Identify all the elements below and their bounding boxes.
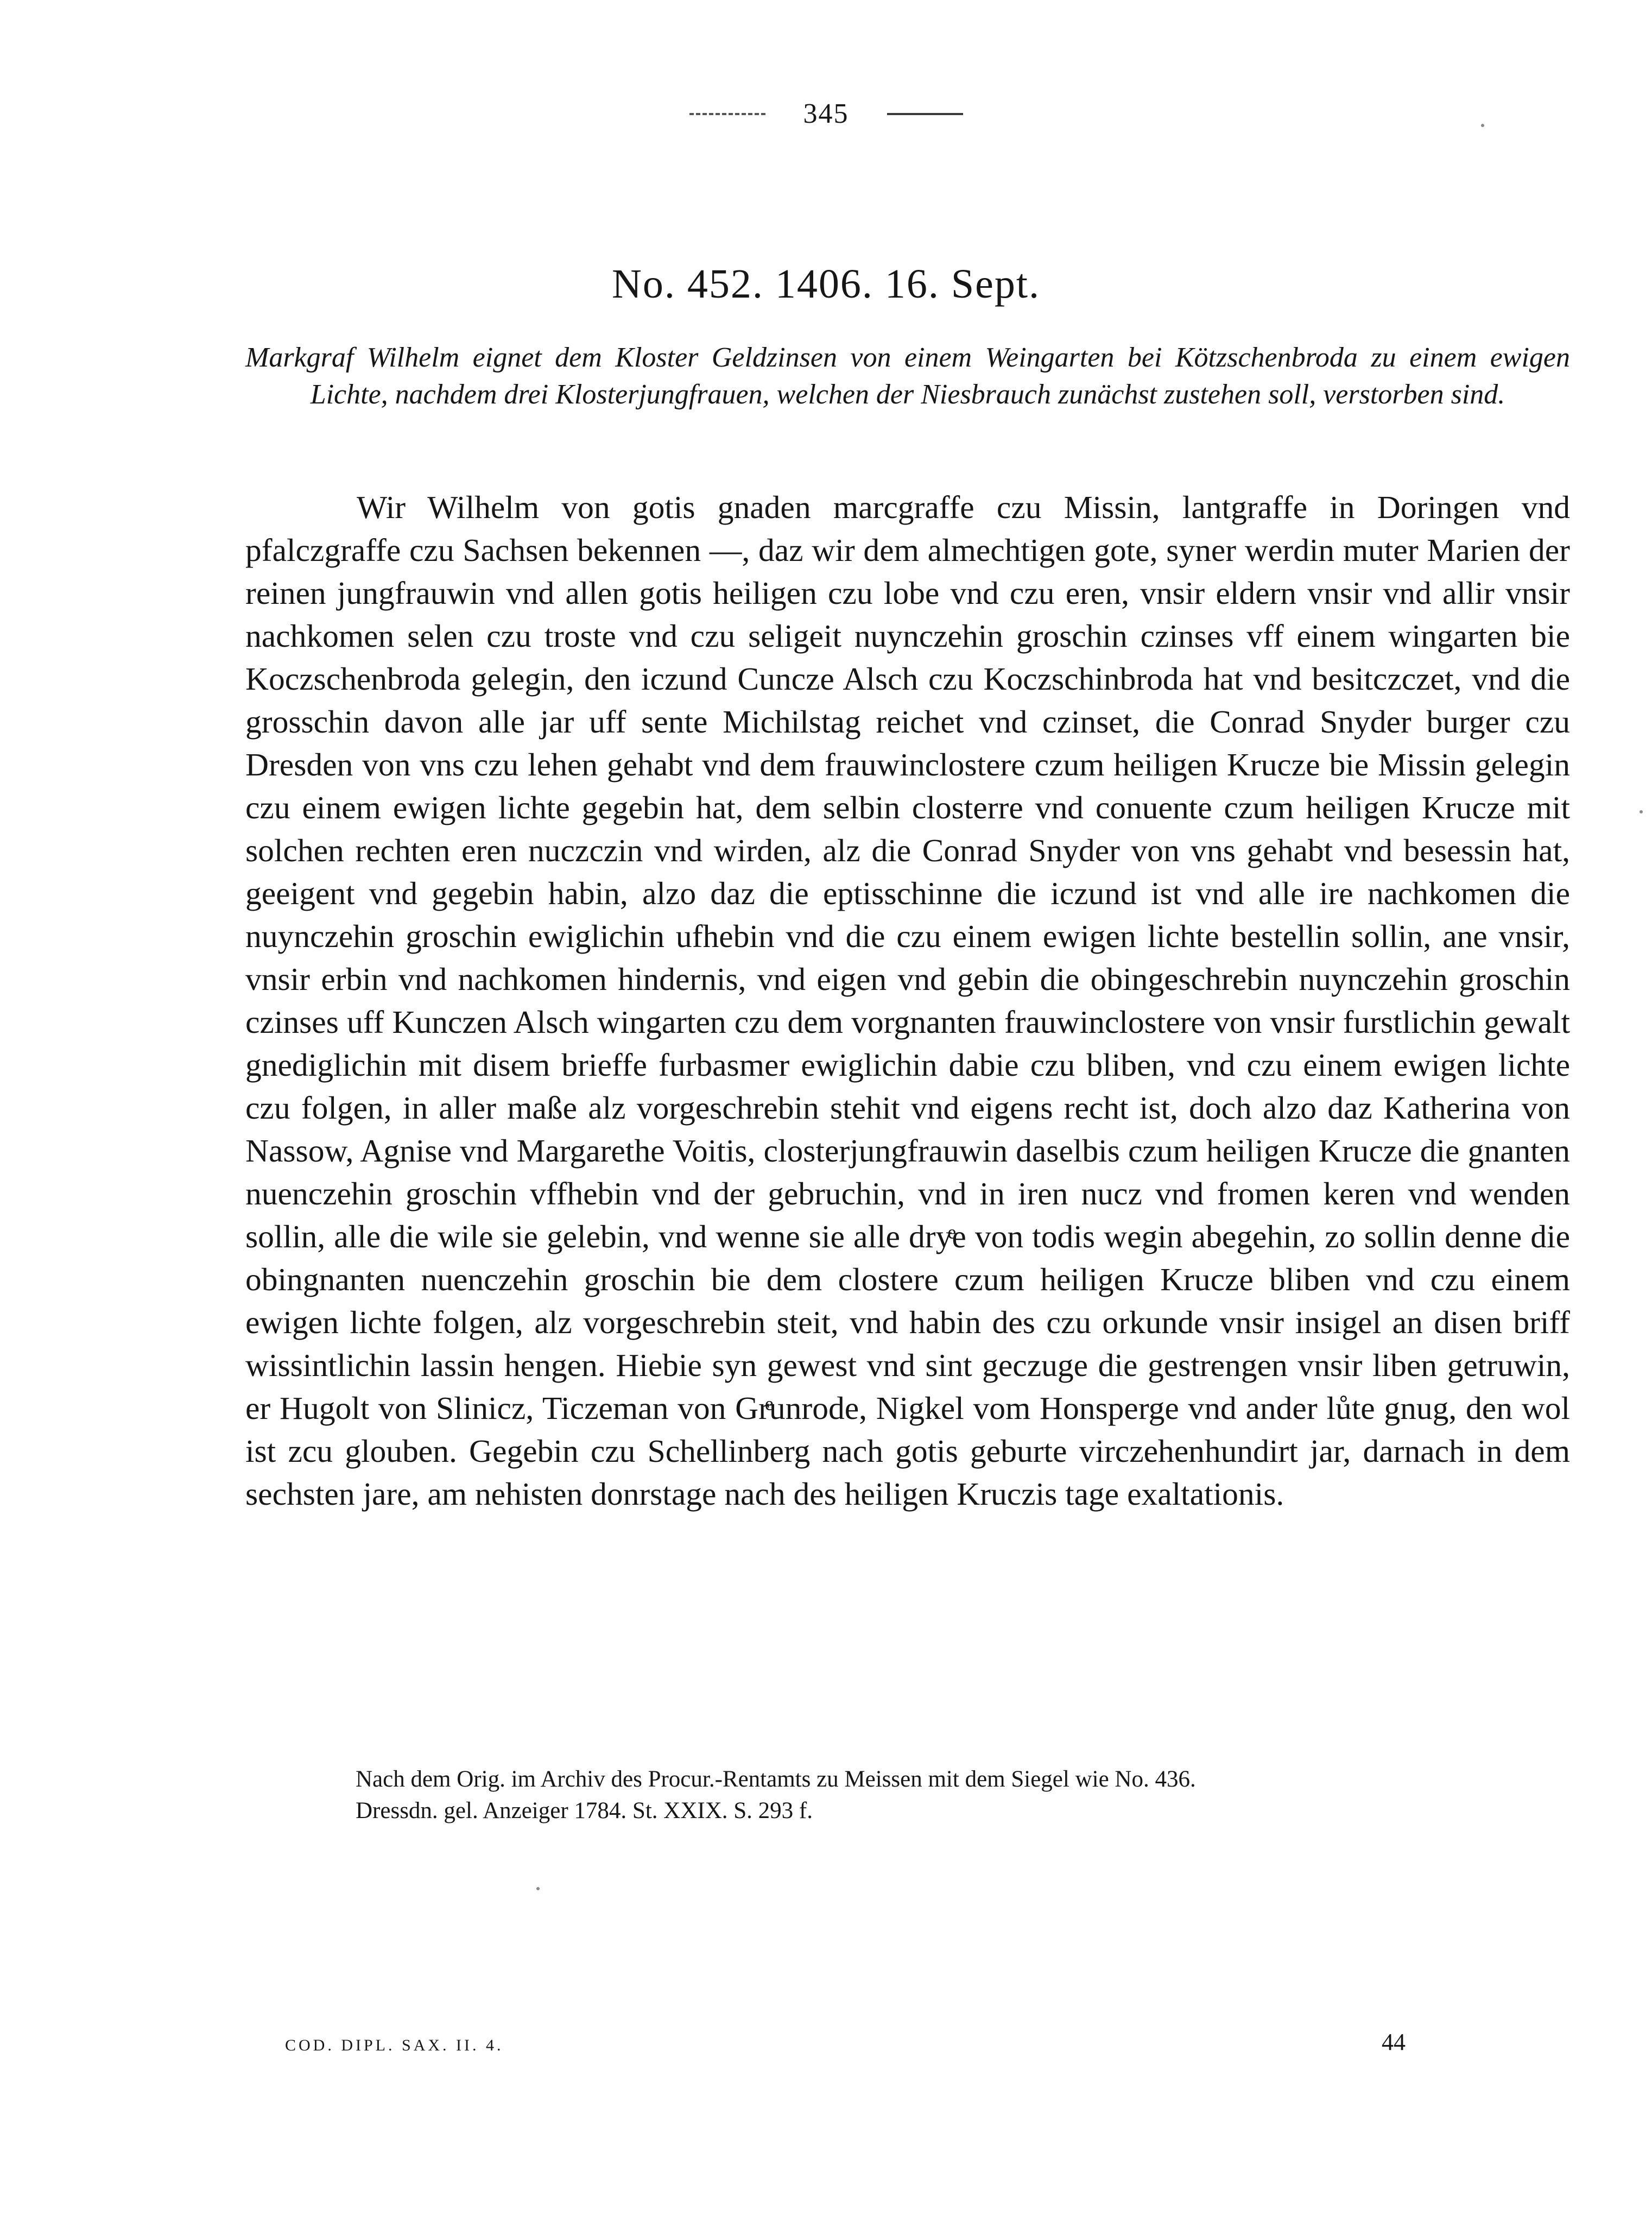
source-note bbox=[356, 1764, 1550, 1827]
charter-text bbox=[245, 486, 1570, 1516]
sheet-signature: COD. DIPL. SAX. II. 4. bbox=[285, 2036, 504, 2054]
paper-speck bbox=[1640, 810, 1643, 813]
source-note-line: Nach dem Orig. im Archiv des Procur.-Rentamts zu Meissen mit dem Siegel wie No. 436. bbox=[356, 1766, 1196, 1792]
left-header-rule bbox=[689, 113, 765, 115]
right-header-rule bbox=[887, 113, 963, 115]
regest-summary: Markgraf Wilhelm eignet dem Kloster Geldzinsen von einem Weingarten bei Kötzschenbroda zu einem ewigen Lichte, nachdem drei Klosterjungfrauen, welchen der Niesbrauch zunächst zustehen soll, verstorben sind. bbox=[245, 342, 1570, 410]
paper-speck bbox=[1481, 124, 1484, 127]
charter-paragraph: Wir Wilhelm von gotis gnaden marcgraffe czu Missin, lantgraffe in Doringen vnd pfalczgraffe czu Sachsen bekennen —, daz wir dem almechtigen gote, syner werdin muter Marien der reinen jungfrauwin vnd allen gotis heiligen czu lobe vnd czu eren, vnsir eldern vnsir vnd allir vnsir nachkomen selen czu troste vnd czu seligeit nuynczehin groschin czinses vff einem wingarten bie Koczschenbroda gelegin, den iczund Cuncze Alsch czu Koczschinbroda hat vnd besitczczet, vnd die grosschin davon alle jar uff sente Michilstag reichet vnd czinset, die Conrad Snyder burger czu Dresden von vns czu lehen gehabt vnd dem frauwinclostere czum heiligen Krucze bie Missin gelegin czu einem ewigen lichte gegebin hat, dem selbin closterre vnd conuente czum heiligen Krucze mit solchen rechten eren nuczczin vnd wirden, alz die Conrad Snyder von vns gehabt vnd besessin hat, geeigent vnd gegebin habin, alzo daz die eptisschinne die iczund ist vnd alle ire nachkomen die nuynczehin groschin ewiglichin ufhebin vnd die czu einem ewigen lichte bestellin sollin, ane vnsir, vnsir erbin vnd nachkomen hindernis, vnd eigen vnd gebin die obingeschrebin nuynczehin groschin czinses uff Kunczen Alsch wingarten czu dem vorgnanten frauwinclostere von vnsir furstlichin gewalt gnediglichin mit disem brieffe furbasmer ewiglichin dabie czu bliben, vnd czu einem ewigen lichte czu folgen, in aller maße alz vorgeschrebin stehit vnd eigens recht ist, doch alzo daz Katherina von Nassow, Agnise vnd Margarethe Voitis, closterjungfrauwin daselbis czum heiligen Krucze die gnanten nuenczehin groschin vffhebin vnd der gebruchin, vnd in iren nucz vnd fromen keren vnd wenden sollin, alle die wile sie gelebin, vnd wenne sie alle dryͤe von todis wegin abegehin, zo sollin denne die obingnanten nuenczehin groschin bie dem clostere czum heiligen Krucze bliben vnd czu einem ewigen lichte folgen, alz vorgeschrebin steit, vnd habin des czu orkunde vnsir insigel an disen briff wissintlichin lassin hengen. Hiebie syn gewest vnd sint geczuge die gestrengen vnsir liben getruwin, er Hugolt von Slinicz, Ticzeman von Grͤunrode, Nigkel vom Honsperge vnd ander lůte gnug, den wol ist zcu glouben. Gegebin czu Schellinberg nach gotis geburte virczehenhundirt jar, darnach in dem sechsten jare, am nehisten donrstage nach des heiligen Kruczis tage exaltationis. bbox=[245, 489, 1570, 1512]
source-note-line: Dressdn. gel. Anzeiger 1784. St. XXIX. S. 293 f. bbox=[356, 1798, 813, 1823]
paper-speck bbox=[536, 1887, 540, 1890]
page-number: 345 bbox=[803, 98, 849, 129]
document-number-heading: No. 452. 1406. 16. Sept. bbox=[612, 261, 1040, 307]
sheet-number: 44 bbox=[1382, 2029, 1406, 2055]
running-head bbox=[0, 98, 1652, 130]
